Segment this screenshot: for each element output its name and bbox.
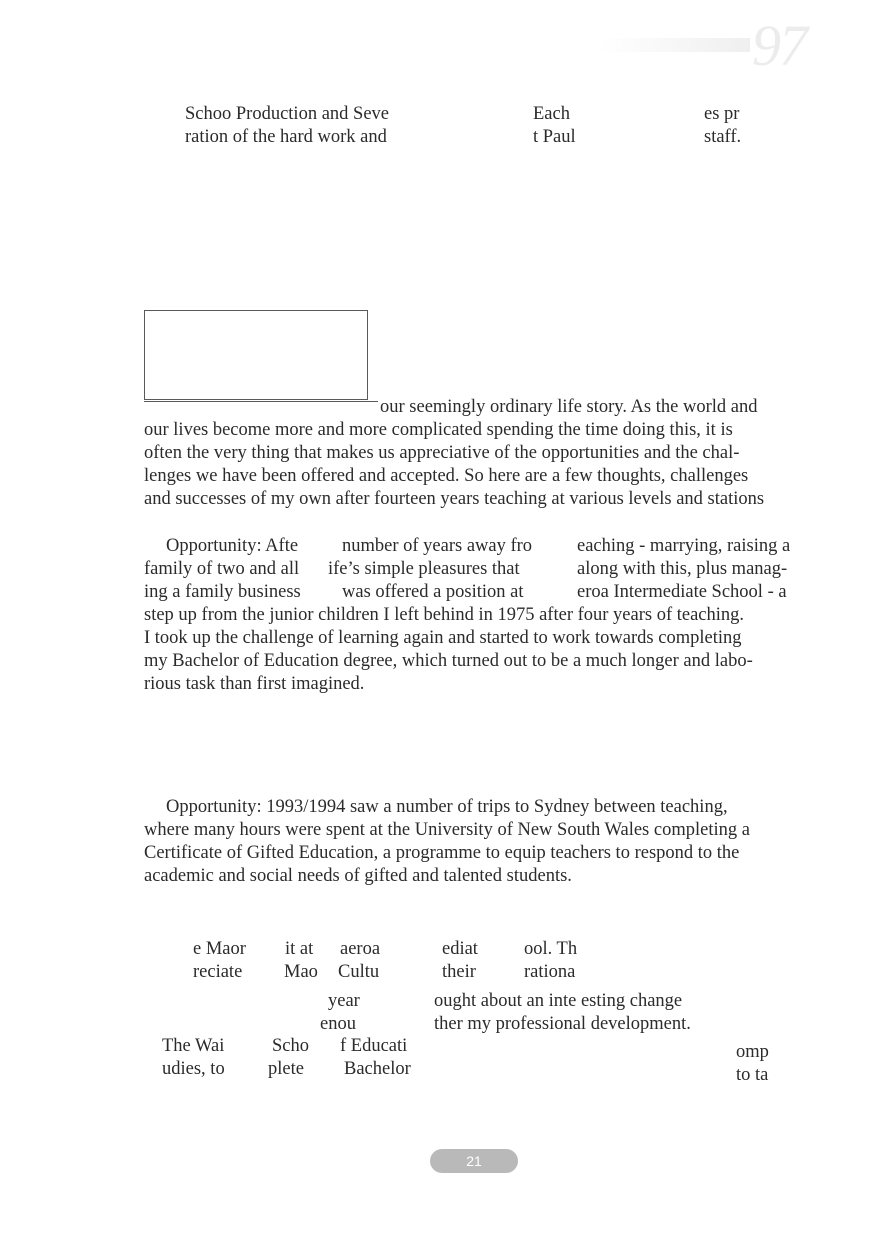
frag-r6-c1: udies, to (162, 1059, 225, 1079)
opp1-col-b-line1: number of years away fro (342, 536, 533, 556)
intro-line-2: our lives become more and more complicated spending the time doing this, it is (144, 420, 733, 440)
intro-line-1: our seemingly ordinary life story. As the world and (380, 397, 758, 417)
top-col2-line2: t Paul (533, 127, 576, 147)
year-watermark: 97 (752, 13, 806, 78)
top-col1-line2: ration of the hard work and (185, 127, 387, 147)
photo-underline (144, 401, 378, 402)
top-col3-line1: es pr (704, 104, 740, 124)
frag-r3-c1: year (328, 991, 360, 1011)
opp2-line-1: Opportunity: 1993/1994 saw a number of trips to Sydney between teaching, (166, 797, 728, 817)
opp1-col-c-line1: eaching - marrying, raising a (577, 536, 791, 556)
page-number: 21 (466, 1153, 482, 1169)
opp1-col-b-line3: was offered a position at (342, 582, 524, 602)
opp1-line-1: step up from the junior children I left behind in 1975 after four years of teaching. (144, 605, 745, 625)
frag-r2-c1: reciate (193, 962, 243, 982)
opp1-col-c-line2: along with this, plus manag- (577, 559, 788, 579)
opp2-line-4: academic and social needs of gifted and talented students. (144, 866, 572, 886)
opp2-line-3: Certificate of Gifted Education, a programme to equip teachers to respond to the (144, 843, 740, 863)
frag-r2-c2: Mao (284, 962, 318, 982)
opp1-line-2: I took up the challenge of learning again and started to work towards completing (144, 628, 742, 648)
opp1-col-a-line1: Opportunity: Afte (166, 536, 299, 556)
frag-r5-c3: f Educati (340, 1036, 408, 1056)
top-col1-line1: Schoo Production and Seve (185, 104, 389, 124)
frag-r1-c4: ediat (442, 939, 478, 959)
frag-r3-c2: ought about an inte esting change (434, 991, 683, 1011)
frag-r6-c3: Bachelor (344, 1059, 411, 1079)
frag-r6-c4: to ta (736, 1065, 769, 1085)
frag-r1-c2: it at (285, 939, 314, 959)
frag-r2-c5: rationa (524, 962, 576, 982)
opp1-col-c-line3: eroa Intermediate School - a (577, 582, 787, 602)
opp1-col-a-line3: ing a family business (144, 582, 301, 602)
frag-r1-c1: e Maor (193, 939, 246, 959)
intro-line-5: and successes of my own after fourteen years teaching at various levels and stations (144, 489, 765, 509)
top-col3-line2: staff. (704, 127, 742, 147)
opp1-col-b-line2: ife’s simple pleasures that (328, 559, 520, 579)
photo-placeholder (144, 310, 368, 400)
frag-r6-c2: plete (268, 1059, 304, 1079)
frag-r1-c5: ool. Th (524, 939, 578, 959)
intro-line-4: lenges we have been offered and accepted. So here are a few thoughts, challenges (144, 466, 749, 486)
opp1-line-3: my Bachelor of Education degree, which turned out to be a much longer and labo- (144, 651, 753, 671)
frag-r2-c4: their (442, 962, 476, 982)
frag-r5-c4: omp (736, 1042, 769, 1062)
page-number-badge (430, 1149, 518, 1173)
opp1-col-a-line2: family of two and all (144, 559, 300, 579)
frag-r5-c2: Scho (272, 1036, 309, 1056)
intro-line-3: often the very thing that makes us appreciative of the opportunities and the chal- (144, 443, 740, 463)
top-col2-line1: Each (533, 104, 570, 124)
frag-r1-c3: aeroa (340, 939, 381, 959)
opp1-line-4: rious task than first imagined. (144, 674, 365, 694)
opp2-line-2: where many hours were spent at the University of New South Wales completing a (144, 820, 750, 840)
frag-r2-c3: Cultu (338, 962, 380, 982)
frag-r4-c1: enou (320, 1014, 356, 1034)
frag-r5-c1: The Wai (162, 1036, 225, 1056)
header-decoration-bar (600, 38, 750, 52)
frag-r4-c2: ther my professional development. (434, 1014, 691, 1034)
